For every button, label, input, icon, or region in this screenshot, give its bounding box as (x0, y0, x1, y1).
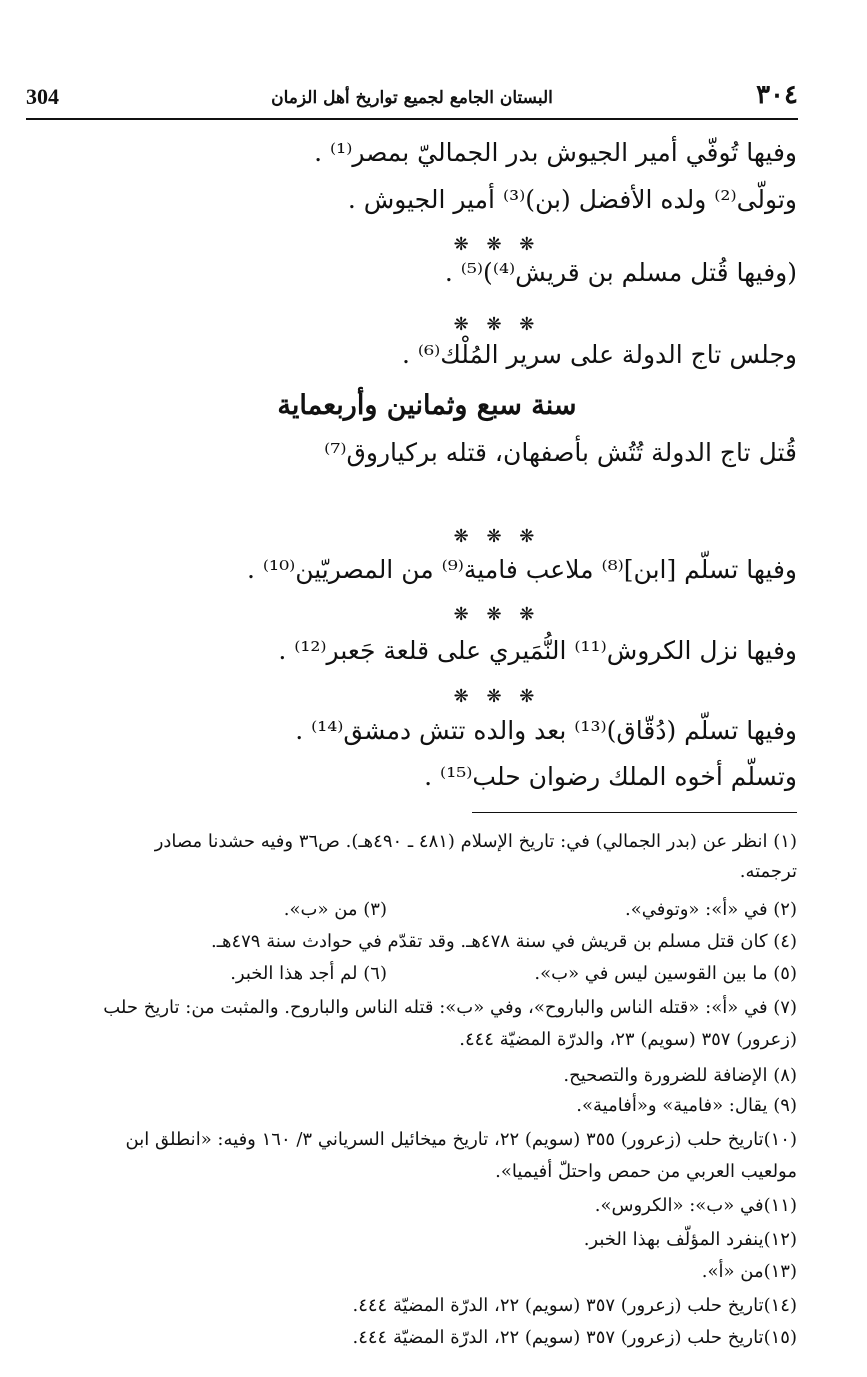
text-line-1: وفيها تُوفّي أمير الجيوش بدر الجماليّ بمصر⁽¹⁾ . (314, 138, 797, 167)
footnote-10: (١٠)تاريخ حلب (زعرور) ٣٥٥ (سويم) ٢٢، تاريخ ميخائيل السرياني ٣/ ١٦٠ وفيه: «انطلق ابن (125, 1129, 797, 1150)
text-line-5: قُتل تاج الدولة تُتُش بأصفهان، قتله بركياروق⁽⁷⁾ (324, 438, 797, 467)
footnote-14: (١٤)تاريخ حلب (زعرور) ٣٥٧ (سويم) ٢٢، الدرّة المضيّة ٤٤٤. (352, 1295, 797, 1316)
separator-5: ❋ ❋ ❋ (453, 686, 541, 707)
page-number-arabic: ٣٠٤ (756, 80, 798, 110)
footnote-13: (١٣)من «أ». (701, 1261, 797, 1282)
page-header (26, 78, 798, 120)
separator-1: ❋ ❋ ❋ (453, 234, 541, 255)
text-line-7: وفيها نزل الكروش⁽¹¹⁾ النُّمَيري على قلعة جَعبر⁽¹²⁾ . (278, 636, 797, 665)
separator-2: ❋ ❋ ❋ (453, 314, 541, 335)
separator-3: ❋ ❋ ❋ (453, 526, 541, 547)
year-heading: سنة سبع وثمانين وأربعماية (277, 390, 577, 421)
footnote-10-cont: مولعيب العربي من حمص واحتلّ أفيميا». (495, 1161, 797, 1182)
running-title: البستان الجامع لجميع تواريخ أهل الزمان (271, 88, 553, 108)
text-line-2: وتولّى⁽²⁾ ولده الأفضل (بن)⁽³⁾ أمير الجيوش . (347, 185, 797, 214)
footnote-11: (١١)في «ب»: «الكروس». (594, 1195, 797, 1216)
footnote-1: (١) انظر عن (بدر الجمالي) في: تاريخ الإسلام (٤٨١ ـ ٤٩٠هـ). ص٣٦ وفيه حشدنا مصادر (154, 831, 797, 852)
footnote-9: (٩) يقال: «فامية» و«أفامية». (576, 1095, 797, 1116)
text-line-6: وفيها تسلّم [ابن]⁽⁸⁾ ملاعب فامية⁽⁹⁾ من المصريّين⁽¹⁰⁾ . (247, 555, 797, 584)
footnote-2: (٢) في «أ»: «وتوفي». (625, 899, 797, 920)
footnote-3: (٣) من «ب». (283, 899, 387, 920)
text-line-9: وتسلّم أخوه الملك رضوان حلب⁽¹⁵⁾ . (424, 762, 797, 791)
page-number-latin: 304 (26, 84, 59, 109)
footnote-1-cont: ترجمته. (739, 861, 797, 882)
separator-4: ❋ ❋ ❋ (453, 604, 541, 625)
footnote-7: (٧) في «أ»: «قتله الناس والباروح»، وفي «ب»: قتله الناس والباروح. والمثبت من: تاريخ حلب (103, 997, 797, 1018)
footnote-8: (٨) الإضافة للضرورة والتصحيح. (563, 1065, 797, 1086)
footnote-7-cont: (زعرور) ٣٥٧ (سويم) ٢٣، والدرّة المضيّة ٤٤٤. (459, 1029, 797, 1050)
footnote-6: (٦) لم أجد هذا الخبر. (230, 963, 387, 984)
footnote-5: (٥) ما بين القوسين ليس في «ب». (534, 963, 797, 984)
text-line-8: وفيها تسلّم (دُقّاق)⁽¹³⁾ بعد والده تتش دمشق⁽¹⁴⁾ . (295, 716, 797, 745)
footnote-15: (١٥)تاريخ حلب (زعرور) ٣٥٧ (سويم) ٢٢، الدرّة المضيّة ٤٤٤. (352, 1327, 797, 1348)
text-line-4: وجلس تاج الدولة على سرير المُلْك⁽⁶⁾ . (401, 340, 797, 369)
text-line-3: (وفيها قُتل مسلم بن قريش⁽⁴⁾)⁽⁵⁾ . (444, 258, 797, 287)
footnote-divider (472, 812, 797, 813)
footnote-12: (١٢)ينفرد المؤلّف بهذا الخبر. (583, 1229, 797, 1250)
footnote-4: (٤) كان قتل مسلم بن قريش في سنة ٤٧٨هـ. وقد تقدّم في حوادث سنة ٤٧٩هـ. (210, 931, 797, 952)
